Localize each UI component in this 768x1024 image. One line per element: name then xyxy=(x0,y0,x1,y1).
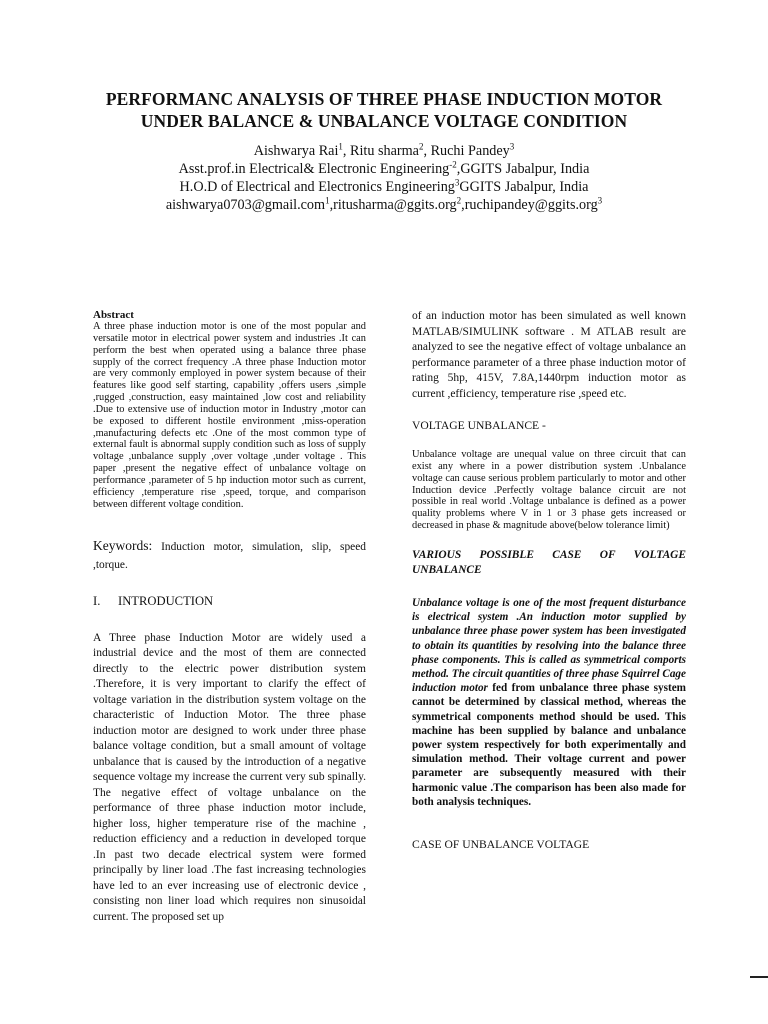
intro-heading xyxy=(93,593,366,609)
email-2-sup: 2 xyxy=(456,195,462,206)
keywords xyxy=(93,537,366,574)
author-emails xyxy=(40,196,728,214)
affiliation-2-rest: GGITS Jabalpur, India xyxy=(459,179,589,195)
affiliation-2-sup: 3 xyxy=(454,177,460,188)
author-1-sup: 1 xyxy=(338,141,343,152)
left-column xyxy=(93,309,366,925)
cases-text-bold-italic: Unbalance voltage is one of the most frequent disturbance is electrical system .An induction motor supplied by unbalance three phase power system has been investigated to obtain its quantities by resolving into the balance three phase components. This is called as symmetrical comports method. The circuit quantities of three phase Squirrel Cage induction motor xyxy=(412,596,686,695)
affiliation-2 xyxy=(40,178,728,196)
voltage-unbalance-text: Unbalance voltage are unequal value on three circuit that can exist any where in a power distribution system .Unbalance voltage can cause serious problem particularly to motor and other Induction device .Perfectly voltage balance circuit are not possible in real world .Voltage unbalance is defined as a power quality problems where V in 1 or 3 phase gets increased or decreased in phase & magnitude above(below tolerance limit) xyxy=(412,449,686,532)
author-names xyxy=(40,142,728,160)
cases-text-bold: fed from unbalance three phase system cannot be determined by classical method, whereas the symmetrical components method should be used. This machine has been supplied by balance and unbalance power system respectively for both experimentally and simulation method. Their voltage current and power parameter are subsequently measured with their harmonic value .The comparison has been also made for both analysis techniques. xyxy=(412,682,686,808)
cases-heading: VARIOUS POSSIBLE CASE OF VOLTAGE UNBALANCE xyxy=(412,548,686,576)
author-3: , Ruchi Pandey xyxy=(423,143,510,159)
affiliation-1-text: Asst.prof.in Electrical& Electronic Engineering xyxy=(178,161,450,177)
title-line-1: PERFORMANC ANALYSIS OF THREE PHASE INDUCTION MOTOR xyxy=(105,89,663,109)
abstract-text: A three phase induction motor is one of the most popular and versatile motor in electrical power system and industries .It can perform the best when operated using a balance three phase supply of the correct frequency .A three phase Induction motor are very commonly employed in power system because of their features like good self starting, capability ,offers users ,simple ,rugged ,construction, easy maintained ,low cost and reliability .Due to extensive use of induction motor in Industry ,motor can be exposed to different hostile environment ,miss-operation ,manufacturing defects etc .One of the most common type of external fault is abnormal supply condition such as loss of supply voltage ,unbalance supply ,over voltage ,under voltage . This paper ,present the negative effect of unbalance voltage on performance ,parameter of 5 hp induction motor such as current, efficiency ,temperature rise ,speed, torque, and comparison between different voltage condition. xyxy=(93,321,366,510)
intro-number: I. xyxy=(93,593,101,608)
page-edge-mark xyxy=(750,976,768,978)
email-3-sup: 3 xyxy=(597,195,603,206)
author-2-sup: 2 xyxy=(418,141,424,152)
intro-continued: of an induction motor has been simulated as well known MATLAB/SIMULINK software . M ATLAB result are analyzed to see the negative effect of voltage unbalance an performance parameter of a three phase induction motor of rating 5hp, 415V, 7.8A,1440rpm induction motor as current ,efficiency, temperature rise ,speed etc. xyxy=(412,310,686,400)
title-line-2: UNDER BALANCE & UNBALANCE VOLTAGE CONDITION xyxy=(140,111,628,131)
email-1[interactable]: aishwarya0703@gmail.com xyxy=(165,197,326,213)
keywords-text: Induction motor, simulation, slip, speed ,torque. xyxy=(93,540,366,571)
author-block xyxy=(40,142,728,214)
voltage-unbalance-heading: VOLTAGE UNBALANCE - xyxy=(412,419,546,432)
affiliation-1-rest: ,GGITS Jabalpur, India xyxy=(456,161,590,177)
author-2: , Ritu sharma xyxy=(342,143,419,159)
affiliation-1 xyxy=(40,160,728,178)
intro-heading-text: INTRODUCTION xyxy=(118,593,214,608)
abstract-heading: Abstract xyxy=(93,309,134,321)
cases-text xyxy=(412,596,686,809)
email-1-sup: 1 xyxy=(325,195,330,206)
email-3[interactable]: ,ruchipandey@ggits.org xyxy=(461,197,598,213)
right-column xyxy=(412,309,686,852)
affiliation-1-sup: -2 xyxy=(449,159,457,170)
author-3-sup: 3 xyxy=(509,141,515,152)
keywords-label: Keywords: xyxy=(93,537,153,553)
paper-title xyxy=(40,88,728,132)
case-unbalance-heading: CASE OF UNBALANCE VOLTAGE xyxy=(412,837,590,851)
affiliation-2-text: H.O.D of Electrical and Electronics Engineering xyxy=(179,179,455,195)
email-2[interactable]: ,ritusharma@ggits.org xyxy=(329,197,457,213)
author-1: Aishwarya Rai xyxy=(253,143,339,159)
intro-text: A Three phase Induction Motor are widely used a industrial device and the most of them are connected directly to the electric power distribution system .Therefore, it is very important to clarify the effect of voltage variation in the distribution system voltage on the characteristic of Induction Motor. The three phase induction motor are designed to work under three phase balance voltage condition, but a small amount of voltage unbalance that is caused by the introduction of a negative sequence voltage my increase the current very sub spinally. The negative effect of voltage unbalance on the performance of three phase induction motor include, higher loss, higher temperature rise of the machine , reduction efficiency and a reduction in developed torque .In past two decade electrical system were formed principally by liner load .The fast increasing technologies have led to an ever increasing use of electronic device , consisting non liner load which requires non sinusoidal current. The proposed set up xyxy=(93,631,366,923)
